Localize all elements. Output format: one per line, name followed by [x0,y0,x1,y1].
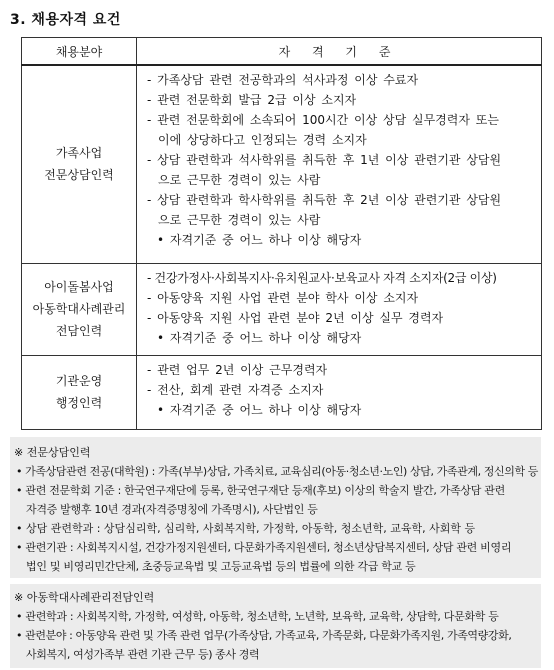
criterion-item: - 상담 관련학과 석사학위를 취득한 후 1년 이상 관련기관 상담원 으로 근무한 경력이 있는 사람 [147,153,502,187]
field-childcare [22,263,137,355]
note-item: • 관련 전문학회 기준 : 한국연구재단에 등록, 한국연구재단 등재(후보) 이상의 학술지 발간, 가족상담 관련 자격증 발행후 10년 경과(자격증명칭에 가족명시), 사단법인 등 [16,484,505,516]
criterion-item: - 전산, 회계 관련 자격증 소지자 [147,382,324,397]
criterion-item: - 가족상담 관련 전공학과의 석사과정 이상 수료자 [147,73,419,87]
table-row-counseling [22,65,542,263]
note-item: • 관련학과 : 사회복지학, 가정학, 여성학, 아동학, 청소년학, 노년학, 보육학, 교육학, 상담학, 다문화학 등 [16,610,499,623]
criteria-counseling [137,65,542,263]
note-item: • 상담 관련학과 : 상담심리학, 심리학, 사회복지학, 가정학, 아동학, 청소년학, 교육학, 사회학 등 [16,522,476,535]
criteria-childcare [137,263,542,355]
field-label: 기관운영 행정인력 [55,374,103,410]
note-item: • 관련분야 : 아동양육 관련 및 가족 관련 업무(가족상담, 가족교육, 가족문화, 다문화가족지원, 가족역량강화, 사회복지, 여성가족부 관련 기관 근무 등) 종사 경력 [16,629,512,661]
criterion-item: - 아동양육 지원 사업 관련 분야 학사 이상 소지자 [147,290,419,305]
field-counseling [22,65,137,263]
section-title: 3. 채용자격 요건 [10,12,121,28]
header-field: 채용분야 [22,38,137,66]
header-criteria: 자 격 기 준 [137,38,542,66]
criterion-item: - 건강가정사·사회복지사·유치원교사·보육교사 자격 소지자(2급 이상) [147,270,497,285]
qualification-table [21,37,542,430]
criterion-note: • 자격기준 중 어느 하나 이상 해당자 [157,233,362,247]
note-title: ※ 아동학대사례관리전담인력 [14,591,155,604]
criterion-item: - 관련 업무 2년 이상 근무경력자 [147,362,328,377]
criterion-item: - 관련 전문학회에 소속되어 100시간 이상 상담 실무경력자 또는 이에 상당하다고 인정되는 경력 소지자 [147,113,499,147]
table-header-row [22,38,542,66]
field-label: 가족사업 전문상담인력 [44,146,114,183]
criterion-note: • 자격기준 중 어느 하나 이상 해당자 [157,330,362,345]
table-row-childcare [22,263,542,355]
field-label: 아이돌봄사업 아동학대사례관리 전담인력 [32,280,126,338]
note-box-childabuse [10,584,541,668]
note-item: • 가족상담관련 전공(대학원) : 가족(부부)상담, 가족치료, 교육심리(아동·청소년·노인) 상담, 가족관계, 정신의학 등 [16,465,539,478]
criterion-item: - 상담 관련학과 학사학위를 취득한 후 2년 이상 관련기관 상담원 으로 근무한 경력이 있는 사람 [147,193,502,227]
note-box-counseling [10,437,541,578]
criterion-item: - 관련 전문학회 발급 2급 이상 소지자 [147,93,357,107]
criteria-admin [137,355,542,429]
note-title: ※ 전문상담인력 [14,446,91,459]
note-item: • 관련기관 : 사회복지시설, 건강가정지원센터, 다문화가족지원센터, 청소년상담복지센터, 상담 관련 비영리 법인 및 비영리민간단체, 초중등교육법 및 고등교육법 등의 법률에 의한 각급 학교 등 [16,541,512,573]
criterion-item: - 아동양육 지원 사업 관련 분야 2년 이상 실무 경력자 [147,310,444,325]
criterion-note: • 자격기준 중 어느 하나 이상 해당자 [157,402,362,417]
table-row-admin [22,355,542,429]
field-admin [22,355,137,429]
